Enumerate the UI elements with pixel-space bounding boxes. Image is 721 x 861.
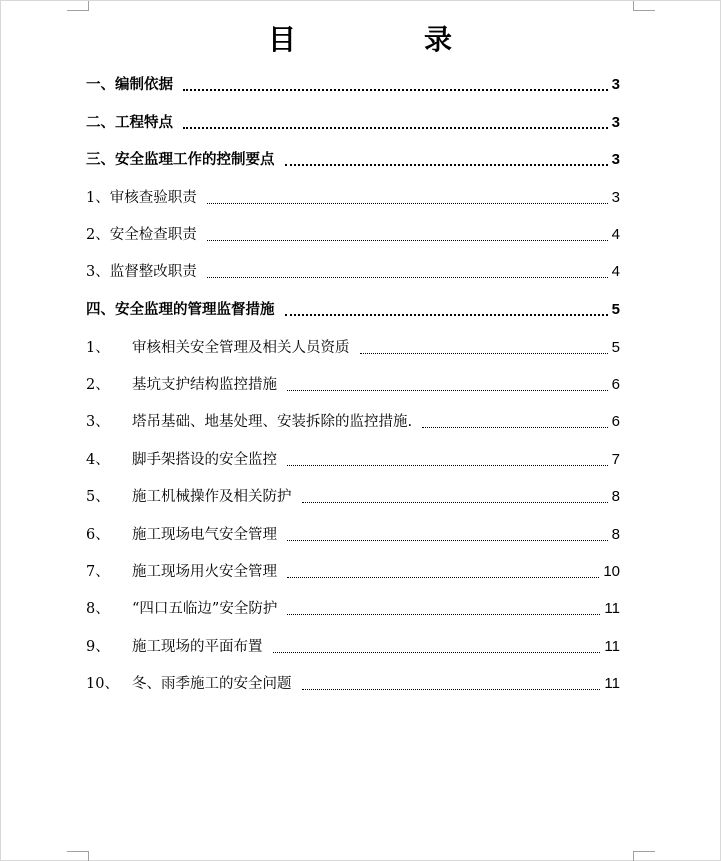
toc-dot-leader (285, 163, 608, 166)
crop-mark (67, 851, 89, 852)
toc-dot-leader (207, 239, 608, 241)
toc-entry-page-number: 3 (611, 151, 620, 168)
toc-dot-leader (183, 126, 608, 129)
toc-entry[interactable] (86, 484, 620, 508)
toc-dot-leader (302, 501, 608, 503)
toc-entry-page-number: 6 (611, 413, 620, 430)
toc-entry-number: 三、 (86, 151, 115, 168)
toc-entry-label: 安全监理的管理监督措施 (115, 301, 275, 318)
toc-entry[interactable] (86, 671, 620, 695)
toc-dot-leader (287, 613, 600, 615)
toc-entry-number: 2、 (86, 377, 110, 393)
toc-entry-page-number: 3 (611, 189, 620, 206)
toc-title-char-1: 目 (268, 23, 297, 56)
toc-entry[interactable] (86, 372, 620, 396)
toc-entry-page-number: 5 (611, 301, 620, 318)
toc-entry[interactable] (86, 335, 620, 359)
crop-mark (633, 851, 655, 852)
toc-entry-label: 施工现场的平面布置 (132, 639, 263, 655)
toc-entry-label: “四口五临边”安全防护 (132, 601, 278, 617)
toc-entry-page-number: 6 (611, 376, 620, 393)
toc-entry-number: 7、 (86, 564, 110, 580)
toc-entry-page-number: 7 (611, 451, 620, 468)
toc-entry-page-number: 11 (604, 600, 620, 617)
toc-entry-number: 3、 (86, 264, 110, 280)
toc-entry[interactable] (86, 634, 620, 658)
toc-title-char-2: 录 (424, 23, 453, 56)
toc-entry-number: 8、 (86, 601, 110, 617)
toc-entry[interactable] (86, 522, 620, 546)
toc-entry-page-number: 11 (604, 638, 620, 655)
toc-entry[interactable] (86, 447, 620, 471)
toc-entry-number: 1、 (86, 340, 110, 356)
toc-dot-leader (287, 389, 608, 391)
toc-entry-label: 监督整改职责 (109, 264, 197, 280)
toc-dot-leader (207, 276, 608, 278)
toc-entry-number: 6、 (86, 527, 110, 543)
toc-dot-leader (207, 202, 608, 204)
toc-entry-number: 4、 (86, 452, 110, 468)
toc-entry-label: 脚手架搭设的安全监控 (132, 452, 277, 468)
crop-mark (67, 10, 89, 11)
toc-entry-number: 3、 (86, 414, 110, 430)
toc-entry-label: 基坑支护结构监控措施 (132, 377, 277, 393)
toc-entry[interactable] (86, 596, 620, 620)
toc-entry[interactable] (86, 559, 620, 583)
toc-dot-leader (287, 464, 608, 466)
toc-entry-number: 一、 (86, 76, 115, 93)
toc-entry-label: 审核查验职责 (109, 190, 197, 206)
toc-entry-page-number: 8 (611, 526, 620, 543)
toc-entry-label: 安全监理工作的控制要点 (115, 151, 275, 168)
crop-mark (633, 1, 634, 11)
toc-entry[interactable] (86, 147, 620, 171)
toc-entry-number: 四、 (86, 301, 115, 318)
toc-entry[interactable] (86, 409, 620, 433)
toc-dot-leader (422, 426, 608, 428)
toc-entry-page-number: 3 (611, 76, 620, 93)
toc-dot-leader (360, 352, 608, 354)
toc-entry-page-number: 3 (611, 114, 620, 131)
toc-entry-page-number: 5 (611, 339, 620, 356)
toc-dot-leader (287, 539, 608, 541)
toc-entry-number: 2、 (86, 227, 110, 243)
toc-title (0, 20, 721, 60)
toc-entry-label: 施工机械操作及相关防护 (132, 489, 292, 505)
toc-entry-page-number: 11 (604, 675, 620, 692)
toc-entry-number: 10、 (86, 676, 119, 692)
toc-dot-leader (285, 313, 608, 316)
toc-entry-page-number: 4 (611, 226, 620, 243)
toc-entry-number: 1、 (86, 190, 110, 206)
toc-entry-number: 5、 (86, 489, 110, 505)
toc-entry-label: 编制依据 (115, 76, 173, 93)
toc-entry[interactable] (86, 259, 620, 283)
toc-dot-leader (302, 688, 601, 690)
toc-entry[interactable] (86, 72, 620, 96)
toc-dot-leader (287, 576, 599, 578)
toc-dot-leader (183, 88, 608, 91)
toc-entry[interactable] (86, 222, 620, 246)
toc-entry[interactable] (86, 297, 620, 321)
toc-entry-page-number: 4 (611, 263, 620, 280)
toc-entry-page-number: 8 (611, 488, 620, 505)
toc-entry-page-number: 10 (603, 563, 620, 580)
toc-entry-number: 二、 (86, 114, 115, 131)
toc-entry-label: 工程特点 (115, 114, 173, 131)
toc-entry-label: 塔吊基础、地基处理、安装拆除的监控措施. (132, 414, 413, 430)
toc-entry-label: 施工现场用火安全管理 (132, 564, 277, 580)
crop-mark (88, 851, 89, 861)
toc-entry-label: 冬、雨季施工的安全问题 (132, 676, 292, 692)
toc-entry-number: 9、 (86, 639, 110, 655)
crop-mark (633, 851, 634, 861)
crop-mark (633, 10, 655, 11)
toc-entry[interactable] (86, 185, 620, 209)
toc-entry[interactable] (86, 110, 620, 134)
toc-dot-leader (273, 651, 601, 653)
toc-entry-label: 安全检查职责 (109, 227, 197, 243)
crop-mark (88, 1, 89, 11)
toc-entry-label: 施工现场电气安全管理 (132, 527, 277, 543)
toc-entry-label: 审核相关安全管理及相关人员资质 (132, 340, 350, 356)
